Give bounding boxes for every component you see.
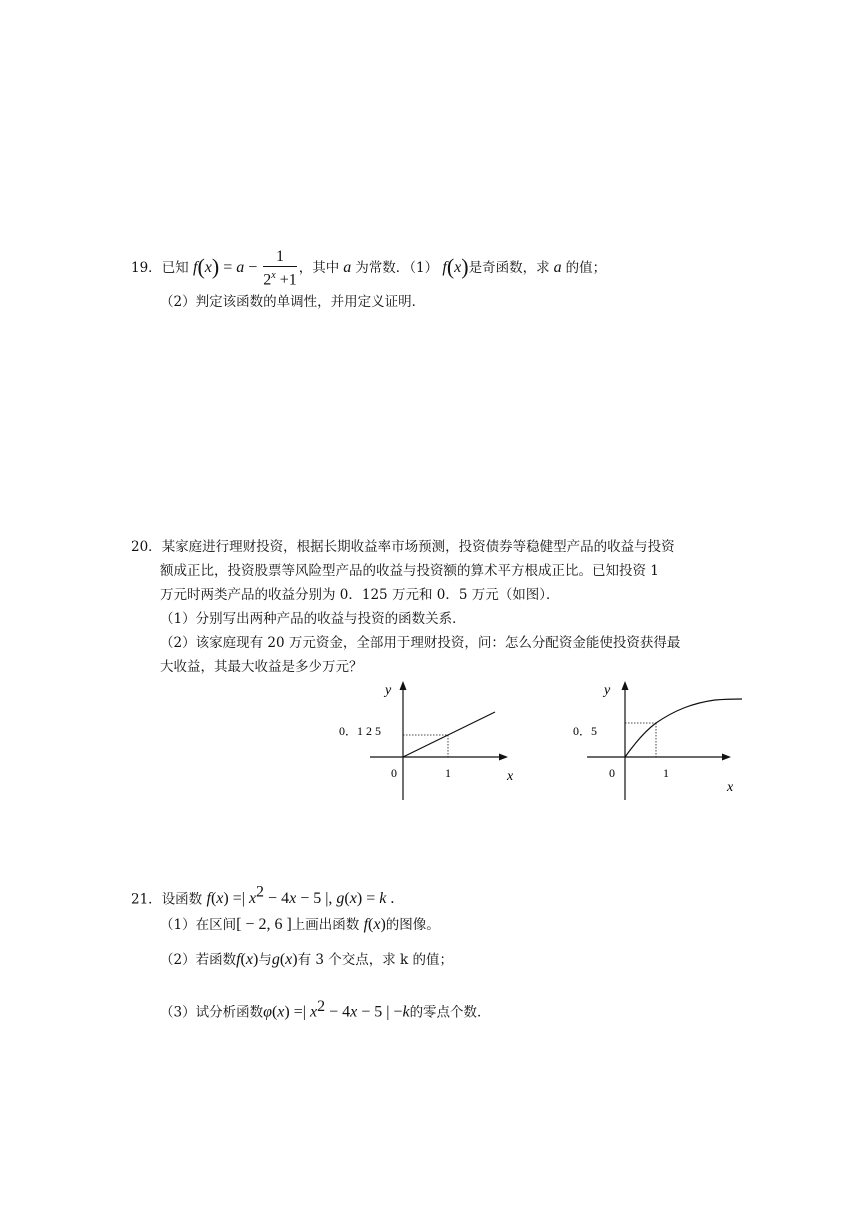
q21-part2: （2）若函数f(x)与g(x)有 3 个交点，求 k 的值； bbox=[160, 951, 454, 968]
q19-known: 已知 bbox=[161, 260, 189, 277]
q20-part2a: （2）该家庭现有 20 万元资金，全部用于理财投资，问：怎么分配资金能使投资获得最 bbox=[160, 635, 681, 651]
q20-part1: （1）分别写出两种产品的收益与投资的函数关系． bbox=[160, 611, 466, 627]
q20-part2b: 大收益，其最大收益是多少万元？ bbox=[160, 659, 363, 675]
graph2-origin: 0 bbox=[609, 766, 615, 780]
q20-line2: 额成正比，投资股票等风险型产品的收益与投资额的算术平方根成正比。已知投资 1 bbox=[160, 563, 659, 579]
q21-number: 21． bbox=[131, 891, 162, 908]
q19-fraction: $\frac{1}{2^x +1}$ bbox=[263, 248, 297, 289]
graph2-x-tick: 1 bbox=[663, 766, 669, 780]
q20-number: 20． bbox=[131, 539, 162, 555]
graph1-x-tick: 1 bbox=[445, 766, 451, 780]
graph1-y-tick: 0．1 2 5 bbox=[339, 724, 382, 738]
q21-line1: 21．设函数 f(x) =| $x^2 - 4x - 5$ |, g(x) = k . bbox=[131, 884, 395, 908]
q19-tail: ，其中 bbox=[298, 260, 340, 277]
graph1-x-label: x bbox=[507, 769, 514, 784]
q19-line1: 19．已知 f(x) = a − $\frac{1}{2^x +1}$ ，其中 a 为常数．（1） f(x)是奇函数，求 a 的值； bbox=[131, 248, 607, 289]
q19-formula: f(x) = a − bbox=[192, 254, 262, 280]
graph2-x-label: x bbox=[727, 780, 734, 795]
q21-formula: f(x) =| $x^2 - 4x - 5$ |, g(x) = k . bbox=[206, 884, 395, 908]
q19-number: 19． bbox=[131, 260, 162, 277]
q21-part3: （3）试分析函数φ(x) =| $x^2 - 4x - 5$ | −k的零点个数． bbox=[160, 998, 491, 1021]
q20-line1: 20．某家庭进行理财投资，根据长期收益率市场预测，投资债券等稳健型产品的收益与投资 bbox=[131, 539, 675, 555]
q21-part1: （1）在区间[ − 2, 6 ]上画出函数 f(x)的图像。 bbox=[160, 916, 440, 933]
sqrt-curve bbox=[625, 699, 742, 757]
q19-fx: f(x) bbox=[442, 254, 469, 280]
linear-curve bbox=[403, 712, 495, 757]
q19-part2: （2）判定该函数的单调性，并用定义证明． bbox=[160, 294, 426, 310]
q20-graph-linear bbox=[330, 675, 530, 810]
graph1-y-label: y bbox=[385, 683, 392, 698]
q20-line3: 万元时两类产品的收益分别为 0．125 万元和 0．5 万元（如图）． bbox=[160, 587, 560, 603]
graph2-y-tick: 0．5 bbox=[573, 724, 598, 738]
graph2-y-label: y bbox=[604, 683, 611, 698]
q20-graph-sqrt bbox=[565, 675, 750, 810]
graph1-origin: 0 bbox=[391, 766, 397, 780]
